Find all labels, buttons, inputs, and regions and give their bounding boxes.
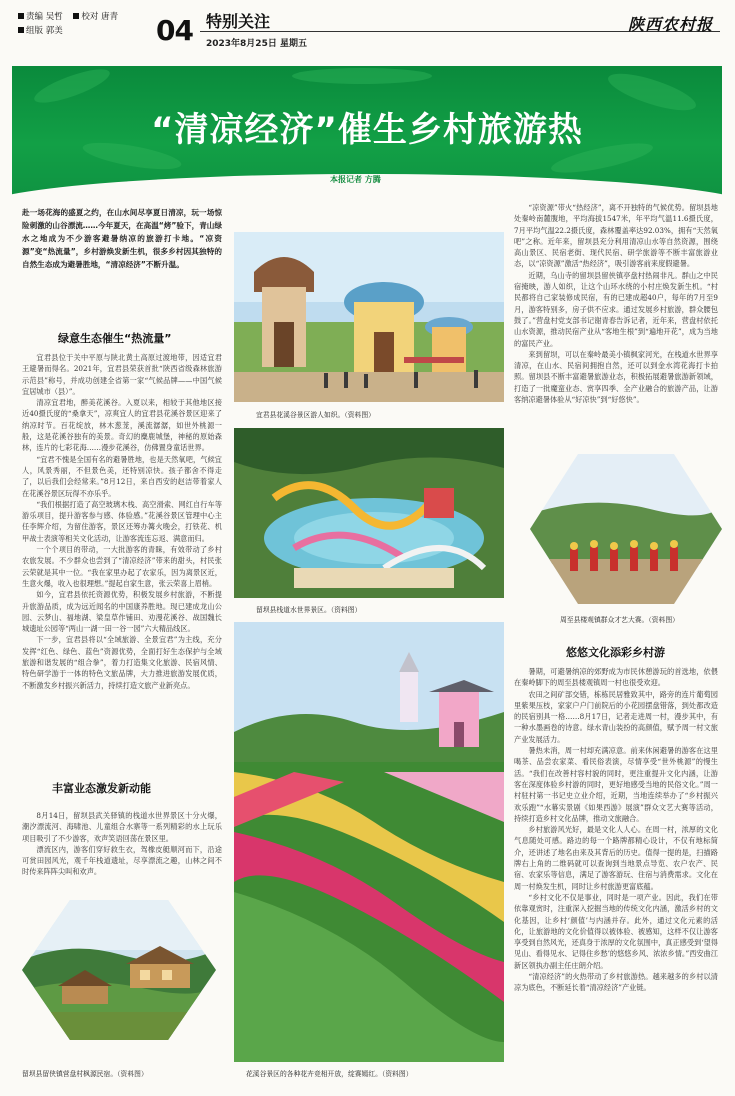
article-column-left-2 bbox=[22, 810, 222, 900]
paragraph: 暑期，可避暑纳凉的郊野成为市民休憩游玩的首选地，依偎在秦岭脚下的周至县楼观镇周一村也很受欢迎。 bbox=[514, 667, 718, 688]
photo-caption-huaxigu: 宜君县花溪谷景区游人如织。（资料图） bbox=[256, 411, 375, 419]
paragraph: 暑热未消，周一村却充满凉意。前来休闲避暑的游客在这里喝茶、品尝农家菜、看民俗表演，尽情享受“世外桃源”的慢生活。“我们在改善村容村貌的同时，更注重提升文化内涵，让游客在深度体验乡村游的同时，更好地感受当地的民俗文化。”周一村驻村第一书记史立业介绍，近期，当地连续举办了“乡村振兴欢乐跑”“水幕实景剧《如果西游》展演”群众文艺大赛等活动，持续打造乡村文化品牌，推动文旅融合。 bbox=[514, 746, 718, 823]
article-column-right-bottom bbox=[514, 666, 718, 1080]
paragraph: 来到留坝，可以在秦岭最美小镇枫家河光，在栈道水世界享清凉，在山水、民宿间拥抱自然，还可以到金水湾花海打卡拍照。留坝县不断丰富避暑旅游业态，积极拓展避暑旅游新领域，打造了一批魔蛮业态、赏享四季、全产业融合的旅游产品，让游客纳凉避暑体验从“好凉快”到“好悠快”。 bbox=[514, 349, 718, 405]
paragraph: 乡村旅游风光好，最是文化人人心。在周一村，浓厚的文化气息随处可感。路边的每一个路牌都精心设计，不仅有地标简介，还讲述了地名由来及其背后的历史。值得一提的是，扫描路牌右上角的二维码就可以查询到当地景点导览、农户农产、民宿、农家乐等信息，满足了游客游玩、住宿与消费需求。文化在周一村焕发生机，同时让乡村旅游更富底蕴。 bbox=[514, 825, 718, 891]
lead-paragraph: 赴一场花海的盛夏之约，在山水间尽享夏日清凉，玩一场惊险刺激的山谷漂流……今年夏天，在高温“烤”验下，青山绿水之地成为不少游客避暑纳凉的旅游打卡地。“凉资源”变“热流量”，乡村游焕发新生机，很多乡村因其独特的自然生态成为避暑胜地，“清凉经济”不断升温。 bbox=[22, 208, 222, 269]
paragraph: 一个个项目的带动，一大批游客的青睐，有效带动了乡村农旅发展。不少群众也尝到了“清凉经济”带来的甜头，村民张云荣就是其中一位。“我在家里办起了农家乐，因为离景区近，生意火爆，收入也很理想。”提起自家生意，张云荣喜上眉梢。 bbox=[22, 545, 222, 588]
credit-proofreader: 校对 唐青 bbox=[73, 10, 118, 24]
paragraph: “宜君不愧是全国有名的避暑胜地，也是天然氧吧，气候宜人，风景秀丽，不但景色美，还特别凉快。孩子都舍不得走了，以后我们会经常来。”8月12日，来自西安的赵洁带着家人在花溪谷景区玩得不亦乐乎。 bbox=[22, 454, 222, 498]
subheading-green-ecology: 绿意生态催生“热流量” bbox=[58, 332, 172, 345]
paragraph: 近期，乌山寺的留坝县留侠镇亭盘村热闹非凡。群山之中民宿掩映，游人如织，让这个山环水绕的小村庄焕发新生机。“村民都将自己家装修成民宿，有的已建成超40户，每年的7月至9月，游客特别多，房子供不应求。通过发展乡村旅游，群众腰包鼓了。”营盘村党支部书记谢青春告诉记者，近年来，营盘村依托山水资源，推动民宿产业从“客地生根”到“遍地开花”，成为当地的富民产业。 bbox=[514, 270, 718, 348]
paragraph: 清凉宜君地，醉美花溪谷。入夏以来，相较于其他地区接近40摄氏度的“桑拿天”，凉爽宜人的宜君县花溪谷景区迎来了纳凉时节。百花绽放，林木葱茏，溪流潺潺，如世外桃源一般，这是花溪谷独有的美景。奇幻的麋鹿城堡，神秘的原始森林，连片的七彩花海……漫步花溪谷，仿佛置身童话世界。 bbox=[22, 398, 222, 453]
paragraph: 如今，宜君县依托资源优势，积极发展乡村旅游，不断提升旅游品质，成为远近闻名的中国康养胜地。现已建成龙山公园、云梦山、福地湖、梁皇草作铺田、劝漫花溪谷、战国魏长城遗址公园等“两山一湖一田一谷一园”六大精品线区。 bbox=[22, 590, 222, 634]
article-column-left bbox=[22, 352, 222, 772]
photo-caption-flower-sea: 花溪谷景区的各种花卉竞相开放，绽赛嫣红。（资料图） bbox=[246, 1070, 413, 1078]
paragraph: 下一步，宜君县将以“全域旅游、全景宜君”为主线，充分发挥“红色、绿色、蓝色”资源优势，全面打好生态保护与全域旅游和谐发展的“组合拳”，着力打造集文化旅游、民宿风情、特色研学游于一体的特色文旅品牌，大力推进旅游发展优质，不断激发乡村振兴新活力，持续打造文旅产业新亮点。 bbox=[22, 635, 222, 690]
photo-talent-show bbox=[530, 454, 722, 604]
reporter-byline: 本报记者 方腾 bbox=[330, 175, 381, 184]
photo-caption-water-park: 留坝县栈道水世界景区。（资料图） bbox=[256, 606, 362, 614]
article-column-right-top bbox=[514, 202, 718, 456]
paragraph: 漂流区内，游客们穿好救生衣，驾橡皮艇顺河而下，沿途可赏田园风光，观千年栈道遗址，尽享漂流之趣，山林之间不时传来阵阵尖叫和欢声。 bbox=[22, 844, 222, 877]
subheading-culture: 悠悠文化添彩乡村游 bbox=[566, 646, 665, 659]
issue-date: 2023年8月25日 星期五 bbox=[206, 39, 307, 49]
paragraph: “我们根据打造了高空玻璃木栈、高空滑索、网红自行车等游乐项目，提升游客参与感、体验感。”花溪谷景区管理中心主任李辉介绍，为留住游客，景区还筹办篝火晚会，打铁花、机甲战士表演等相关文化活动，让游客流连忘返、满意而归。 bbox=[22, 499, 222, 543]
paragraph: 宜君县位于关中平原与陕北黄土高原过渡地带，因适宜君王避暑而得名。2021年，宜君县荣获首批“陕西省级森林旅游示范县”称号，并成功创建全省第一家“气候品牌——中国气候宜居城市（县）”。 bbox=[22, 353, 222, 396]
paragraph: 农田之间矿部交错，栋栋民居雅致其中，路旁的连片葡萄园里紫果压枝，家家户户门前院后的小花园摆盘错落，到处都改造的民宿别具一格……8月17日，记者走进周一村，漫步其中，有一种水墨画卷的诗意。绿水青山装扮的高颜值，赋予周一村文旅产业发展活力。 bbox=[514, 689, 718, 744]
credit-editor: 责编 吴哲 bbox=[18, 10, 63, 24]
page-header bbox=[0, 0, 735, 60]
photo-caption-minsu: 留坝县留侠镇营盘村枫源民宿。（资料图） bbox=[22, 1070, 148, 1078]
paragraph: “乡村文化不仅是事业，同时是一项产业。因此，我们在带依靠观赏时，注重深入挖掘当地的传统文化内涵，激活乡村的文化基因，让乡村‘颜值’与内涵并存。此外，通过文化元素的活化，让旅游地的文化价值得以被体验、被感知，这样不仅让游客享受到自然风光，还真身于浓厚的文化氛围中，真正感受到‘望得见山、看得见水、记得住乡愁’的悠悠乡风、浓浓乡情。”西安曲江新区领执办副主任庄朗介绍。 bbox=[514, 892, 718, 970]
photo-flower-sea bbox=[234, 622, 504, 1062]
headline: “清凉经济”催生乡村旅游热 bbox=[151, 110, 583, 150]
section-title: 特别关注 bbox=[206, 12, 271, 31]
editor-credits bbox=[18, 10, 126, 38]
paragraph: “凉资源”带火“热经济”，离不开独特的气候优势。留坝县地处秦岭南麓腹地，平均海拔1547米，年平均气温11.6摄氏度，7月平均气温22.2摄氏度，森林覆盖率达92.03%，拥有“天然氧吧”之称。近年来，留坝县充分利用清凉山水等自然资源，围绕高山景区、民宿老街、现代民宿、研学旅游等不断丰富旅游业态，以“凉资源”激活“热经济”，吸引游客前来度假避暑。 bbox=[514, 203, 718, 269]
paragraph: “清凉经济”的火热带动了乡村旅游热。越来越多的乡村以清凉为底色，不断延长着“清凉经济”产业链。 bbox=[514, 972, 718, 993]
subheading-rich-formats: 丰富业态激发新动能 bbox=[52, 782, 151, 795]
photo-minsu bbox=[22, 900, 216, 1040]
photo-huaxigu-castle bbox=[234, 232, 504, 402]
paragraph: 8月14日，留坝县武关驿镇的栈道水世界景区十分火爆，潮汐漂流河、海啸池、儿童组合水寨等一系列精彩的水上玩乐项目吸引了不少游客，欢声笑语回荡在景区里。 bbox=[22, 811, 222, 843]
page-number: 04 bbox=[156, 14, 193, 47]
newspaper-logo: 陕西农村报 bbox=[627, 15, 713, 34]
photo-caption-talent-show: 周至县楼观镇群众才艺大赛。（资料图） bbox=[560, 616, 679, 624]
credit-layout: 组版 郭美 bbox=[18, 24, 63, 38]
photo-water-park bbox=[234, 428, 504, 598]
